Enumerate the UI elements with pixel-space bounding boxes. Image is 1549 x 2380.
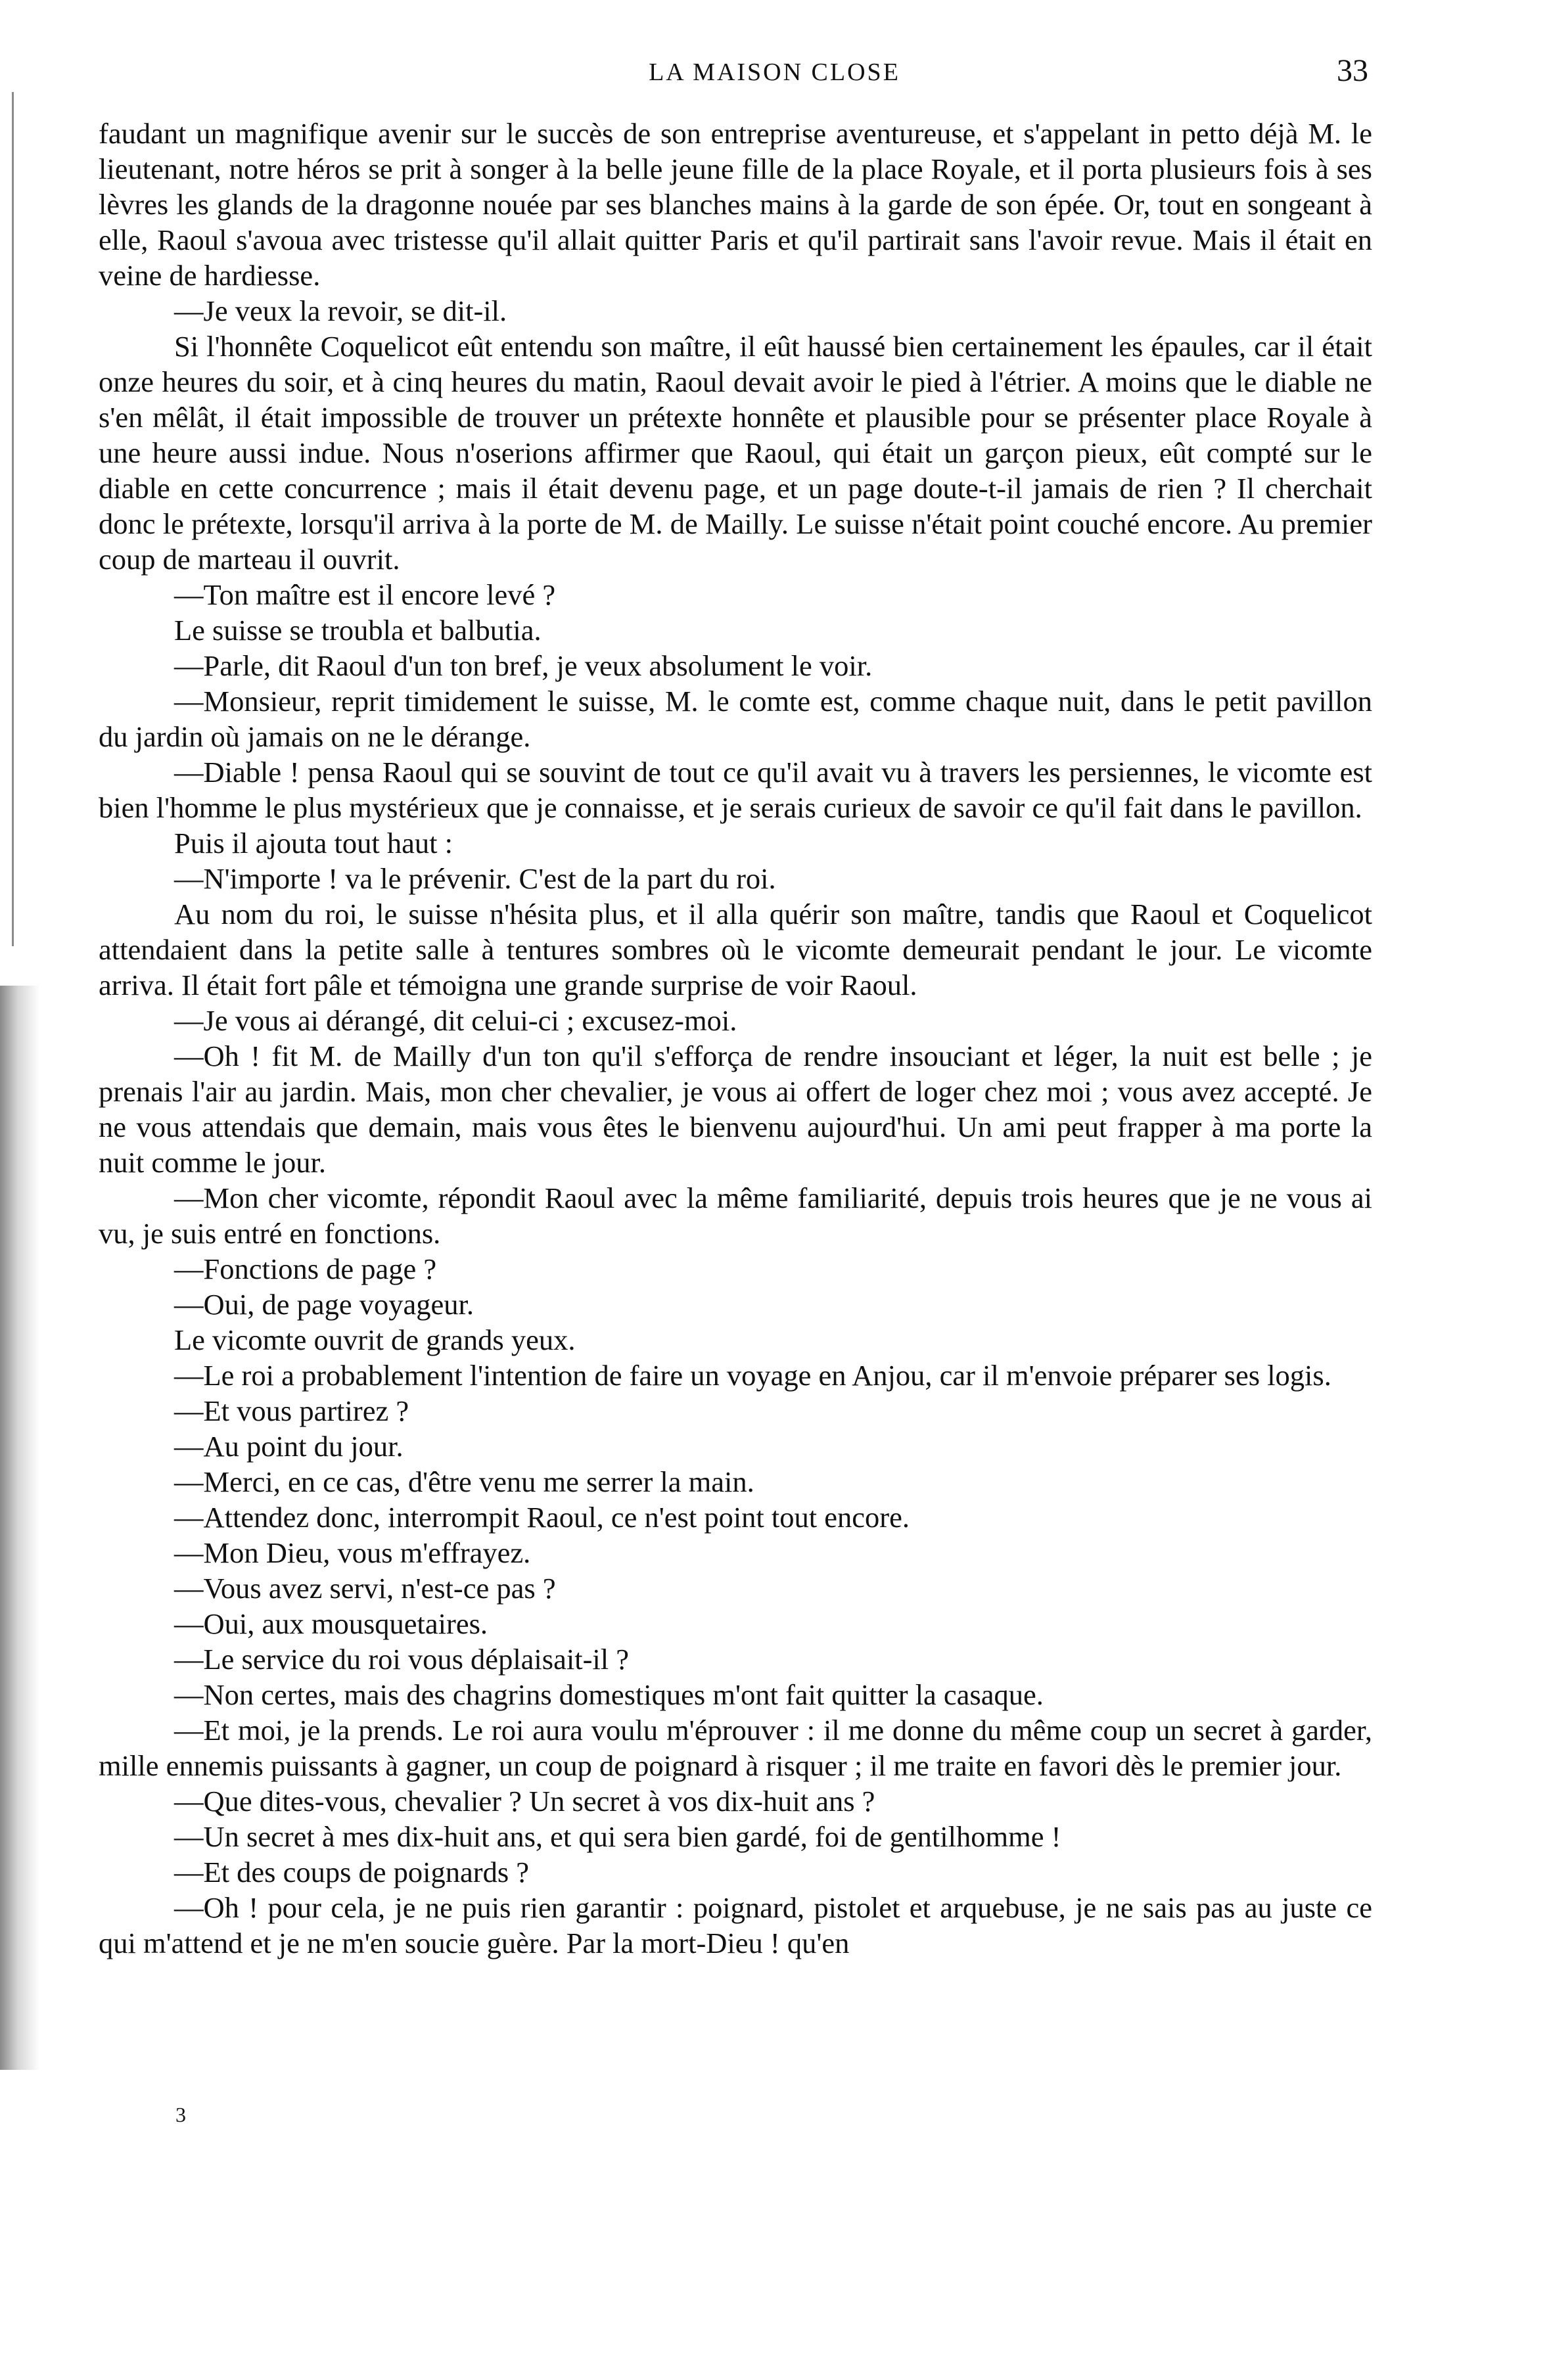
- paragraph: —Mon Dieu, vous m'effrayez.: [174, 1536, 531, 1569]
- paragraph: Puis il ajouta tout haut :: [174, 827, 453, 859]
- paragraph: —Mon cher vicomte, répondit Raoul avec la même familiarité, depuis trois heures que je ne vous ai vu, je suis entré en fonctions.: [99, 1181, 1372, 1250]
- paragraph: Au nom du roi, le suisse n'hésita plus, et il alla quérir son maître, tandis que Raoul et Coquelicot attendaient dans la petite salle à tentures sombres où le vicomte demeurait pendant le jour. Le vicomte arriva. Il était fort pâle et témoigna une grande surprise de voir Raoul.: [99, 898, 1372, 1001]
- paragraph: —Merci, en ce cas, d'être venu me serrer la main.: [174, 1465, 754, 1498]
- binding-gutter-shadow: [0, 986, 39, 2070]
- paragraph: —Oui, de page voyageur.: [174, 1288, 474, 1321]
- paragraph: —Oui, aux mousquetaires.: [174, 1607, 488, 1640]
- paragraph: —Le roi a probablement l'intention de faire un voyage en Anjou, car il m'envoie préparer ses logis.: [174, 1359, 1331, 1392]
- paragraph: —Et des coups de poignards ?: [174, 1856, 530, 1888]
- paragraph: —Et vous partirez ?: [174, 1394, 409, 1427]
- paragraph: —Diable ! pensa Raoul qui se souvint de tout ce qu'il avait vu à travers les persiennes, le vicomte est bien l'homme le plus mystérieux que je connaisse, et je serais curieux de savoir ce qu'il fait dans le pavillon.: [99, 756, 1372, 824]
- paragraph: —Vous avez servi, n'est-ce pas ?: [174, 1572, 556, 1605]
- paragraph: —Que dites-vous, chevalier ? Un secret à vos dix-huit ans ?: [174, 1785, 875, 1818]
- signature-mark: 3: [175, 2103, 186, 2126]
- paragraph: —Un secret à mes dix-huit ans, et qui sera bien gardé, foi de gentilhomme !: [174, 1820, 1061, 1853]
- paragraph: —Au point du jour.: [174, 1430, 404, 1463]
- paragraph: —Oh ! pour cela, je ne puis rien garantir : poignard, pistolet et arquebuse, je ne sais pas au juste ce qui m'attend et je ne m'en soucie guère. Par la mort-Dieu ! qu'en: [99, 1891, 1372, 1959]
- paragraph: —Oh ! fit M. de Mailly d'un ton qu'il s'efforça de rendre insouciant et léger, la nuit est belle ; je prenais l'air au jardin. Mais, mon cher chevalier, je vous ai offert de loger chez moi ; vous avez accepté. Je ne vous attendais que demain, mais vous êtes le bienvenu aujourd'hui. Un ami peut frapper à ma porte la nuit comme le jour.: [99, 1040, 1372, 1179]
- paragraph: —Attendez donc, interrompit Raoul, ce n'est point tout encore.: [174, 1501, 910, 1534]
- paragraph: —Et moi, je la prends. Le roi aura voulu m'éprouver : il me donne du même coup un secret à garder, mille ennemis puissants à gagner, un coup de poignard à risquer ; il me traite en favori dès le premier jour.: [99, 1714, 1372, 1782]
- running-head: [0, 53, 1549, 97]
- paragraph: —Monsieur, reprit timidement le suisse, M. le comte est, comme chaque nuit, dans le petit pavillon du jardin où jamais on ne le dérange.: [99, 685, 1372, 753]
- binding-gutter-line: [12, 92, 14, 946]
- body-text: [99, 116, 1372, 1961]
- running-title: LA MAISON CLOSE: [649, 58, 900, 86]
- paragraph: —N'importe ! va le prévenir. C'est de la part du roi.: [174, 862, 776, 895]
- page-number: 33: [1337, 53, 1368, 88]
- paragraph: Le vicomte ouvrit de grands yeux.: [174, 1323, 576, 1356]
- paragraph: Le suisse se troubla et balbutia.: [174, 614, 542, 647]
- paragraph: —Non certes, mais des chagrins domestiques m'ont fait quitter la casaque.: [174, 1678, 1044, 1711]
- paragraph: —Ton maître est il encore levé ?: [174, 578, 556, 611]
- paragraph: —Parle, dit Raoul d'un ton bref, je veux absolument le voir.: [174, 649, 873, 682]
- paragraph: —Je vous ai dérangé, dit celui-ci ; excusez-moi.: [174, 1004, 737, 1037]
- paragraph: faudant un magnifique avenir sur le succès de son entreprise aventureuse, et s'appelant in petto déjà M. le lieutenant, notre héros se prit à songer à la belle jeune fille de la place Royale, et il porta plusieurs fois à ses lèvres les glands de la dragonne nouée par ses blanches mains à la garde de son épée. Or, tout en songeant à elle, Raoul s'avoua avec tristesse qu'il allait quitter Paris et qu'il partirait sans l'avoir revue. Mais il était en veine de hardiesse.: [99, 117, 1372, 292]
- paragraph: —Je veux la revoir, se dit-il.: [174, 294, 507, 327]
- paragraph: Si l'honnête Coquelicot eût entendu son maître, il eût haussé bien certainement les épaules, car il était onze heures du soir, et à cinq heures du matin, Raoul devait avoir le pied à l'étrier. A moins que le diable ne s'en mêlât, il était impossible de trouver un prétexte honnête et plausible pour se présenter place Royale à une heure aussi indue. Nous n'oserions affirmer que Raoul, qui était un garçon pieux, eût compté sur le diable en cette concurrence ; mais il était devenu page, et un page doute-t-il jamais de rien ? Il cherchait donc le prétexte, lorsqu'il arriva à la porte de M. de Mailly. Le suisse n'était point couché encore. Au premier coup de marteau il ouvrit.: [99, 330, 1372, 576]
- paragraph: —Fonctions de page ?: [174, 1252, 437, 1285]
- paragraph: —Le service du roi vous déplaisait-il ?: [174, 1643, 630, 1676]
